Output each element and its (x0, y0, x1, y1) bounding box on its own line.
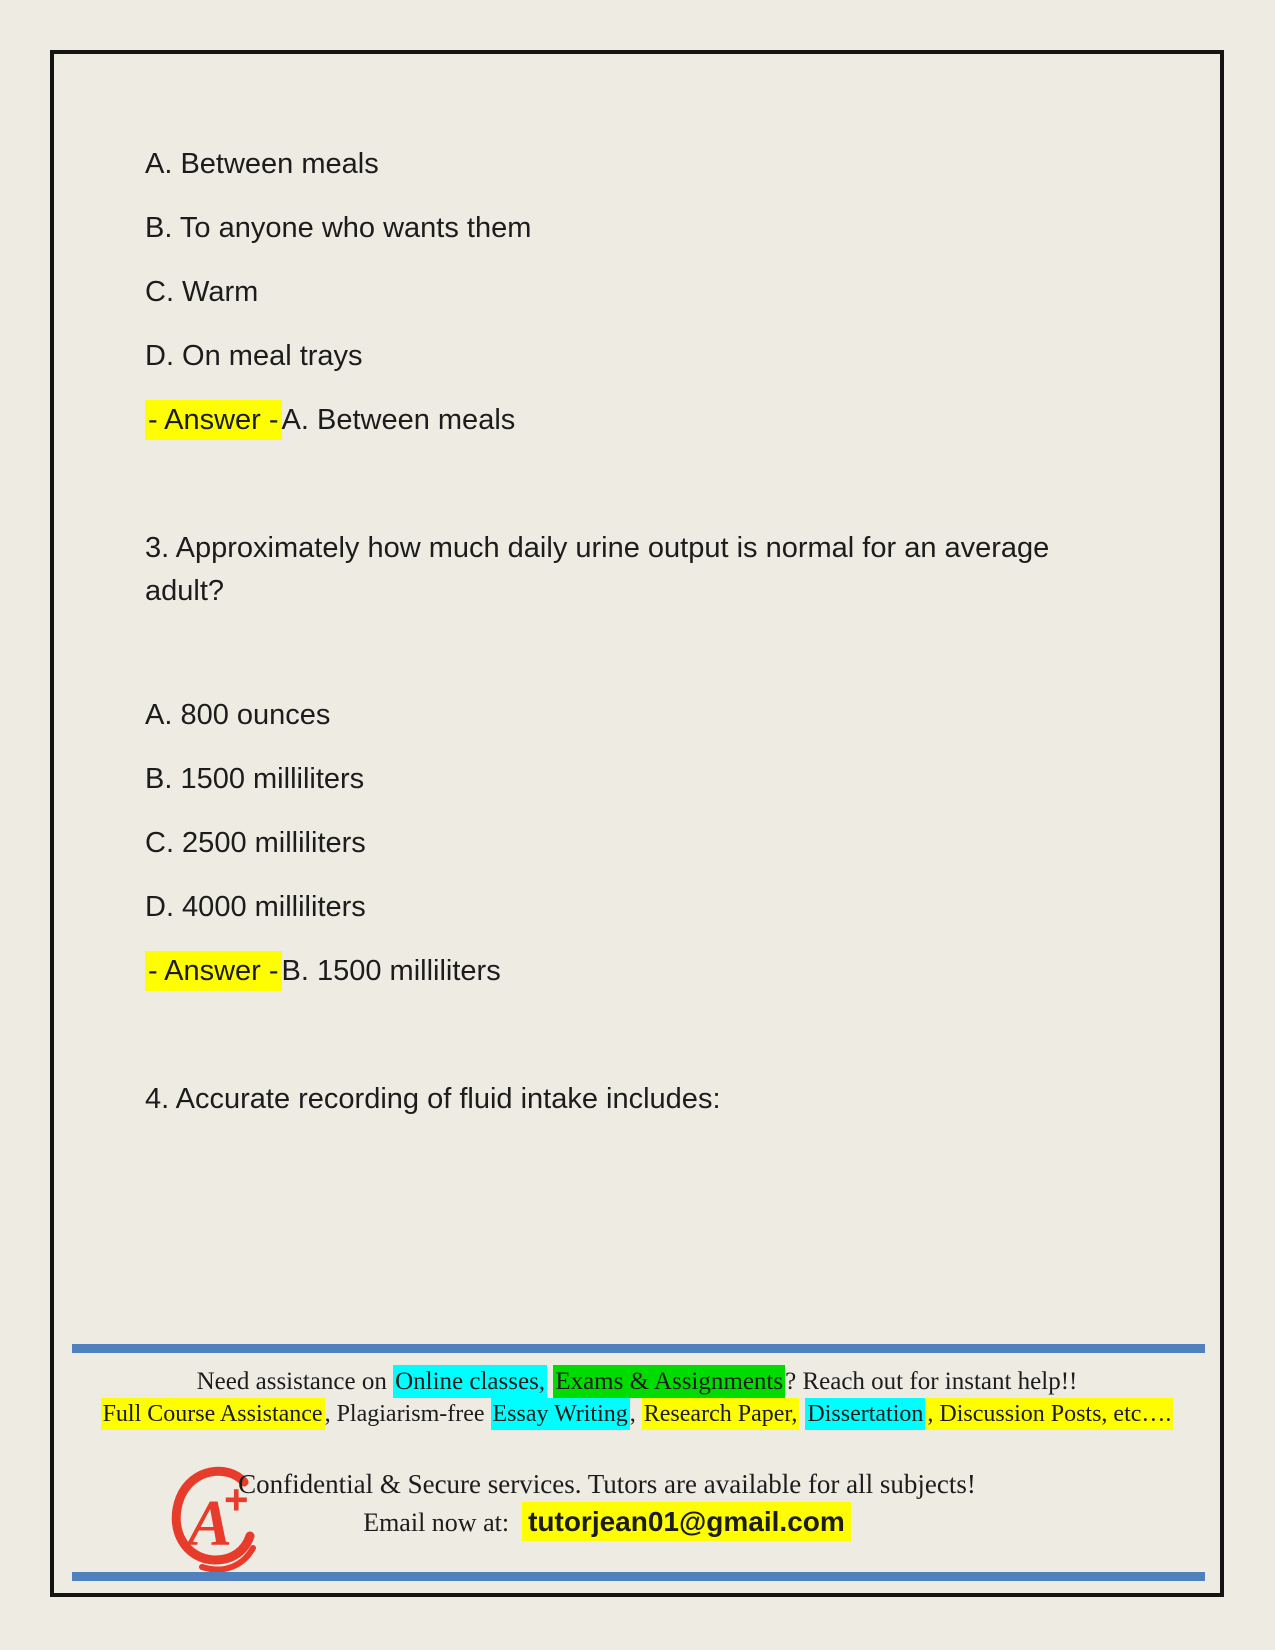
q3-option-b: B. 1500 milliliters (145, 763, 365, 795)
q3-option-d: D. 4000 milliliters (145, 891, 366, 923)
q3-option-c: C. 2500 milliliters (145, 827, 366, 859)
q2-answer-text: A. Between meals (281, 404, 516, 436)
footer-dissertation-highlight: Dissertation (805, 1398, 925, 1430)
email-address-highlight: tutorjean01@gmail.com (522, 1502, 851, 1541)
footer-research-paper-highlight: Research Paper, (642, 1398, 800, 1430)
footer-discussion-posts-highlight: , Discussion Posts, etc…. (925, 1398, 1173, 1430)
divider-line-top (72, 1344, 1205, 1353)
footer-help-prefix: Need assistance on (196, 1368, 394, 1395)
footer-plain-2: , (629, 1401, 642, 1427)
q2-option-b: B. To anyone who wants them (145, 212, 532, 244)
svg-text:A: A (188, 1487, 233, 1560)
footer-email-line (194, 1504, 1020, 1541)
footer-essay-writing-highlight: Essay Writing (491, 1398, 630, 1430)
q3-answer-label-highlight: - Answer - (145, 951, 282, 991)
quiz-content (54, 54, 1220, 1121)
svg-text:+: + (224, 1476, 249, 1523)
q3-answer-line (145, 957, 1220, 986)
divider-line-bottom (72, 1572, 1205, 1581)
q3-answer-text: B. 1500 milliliters (281, 955, 501, 987)
footer-services-line (54, 1398, 1220, 1430)
footer-online-classes-highlight: Online classes, (393, 1365, 547, 1398)
footer-plain-1: , Plagiarism-free (324, 1401, 491, 1427)
q2-option-d: D. On meal trays (145, 340, 363, 372)
email-label: Email now at: (363, 1508, 510, 1537)
footer-help-line (54, 1366, 1220, 1398)
q2-option-c: C. Warm (145, 276, 259, 308)
q2-answer-line (145, 406, 1220, 435)
page-border-frame (50, 50, 1224, 1597)
q2-option-a: A. Between meals (145, 148, 379, 180)
spacer (509, 1508, 522, 1537)
question-3: 3. Approximately how much daily urine output is normal for an average adult? (145, 532, 1050, 607)
q2-answer-label-highlight: - Answer - (145, 400, 282, 440)
footer-confidential-text: Confidential & Secure services. Tutors are available for all subjects! (238, 1469, 976, 1499)
footer-full-course-highlight: Full Course Assistance (101, 1398, 325, 1430)
footer-exams-assignments-highlight: Exams & Assignments (553, 1365, 785, 1398)
q3-option-a: A. 800 ounces (145, 699, 331, 731)
question-4: 4. Accurate recording of fluid intake includes: (145, 1083, 721, 1115)
footer-help-suffix: ? Reach out for instant help!! (785, 1368, 1078, 1395)
